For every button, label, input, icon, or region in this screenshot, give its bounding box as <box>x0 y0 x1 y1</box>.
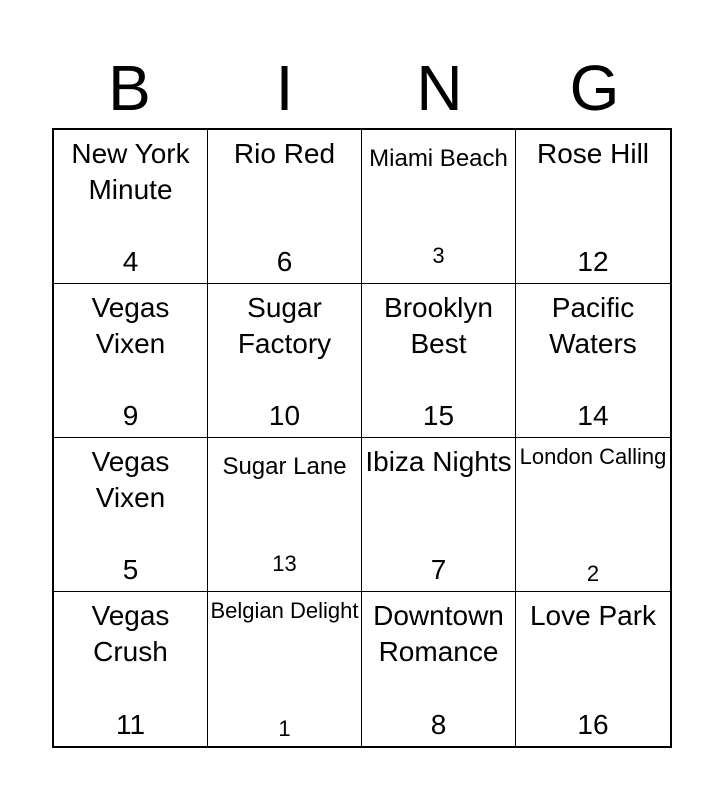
bingo-cell[interactable] <box>54 130 208 284</box>
cell-number: 10 <box>268 400 301 431</box>
cell-number: 14 <box>577 400 609 431</box>
cell-name: Pacific Waters <box>549 292 637 359</box>
cell-number: 4 <box>122 246 139 277</box>
cell-name: Brooklyn Best <box>384 292 493 359</box>
cell-name: Vegas Vixen <box>91 292 170 359</box>
bingo-cell[interactable] <box>516 438 670 592</box>
cell-name: London Calling <box>519 444 667 469</box>
cell-name: Love Park <box>529 600 657 631</box>
bingo-cell[interactable] <box>208 592 362 746</box>
bingo-cell[interactable] <box>362 284 516 438</box>
cell-number: 12 <box>577 246 609 277</box>
cell-name: Miami Beach <box>369 145 508 172</box>
bingo-cell[interactable] <box>54 592 208 746</box>
cell-name: Rose Hill <box>536 138 650 169</box>
cell-number: 2 <box>586 561 600 586</box>
cell-name: Ibiza Nights <box>365 446 512 477</box>
cell-number: 6 <box>276 246 293 277</box>
cell-number: 13 <box>272 551 297 576</box>
header-letter-g: G <box>569 52 620 124</box>
cell-number: 15 <box>422 400 455 431</box>
cell-number: 3 <box>432 243 445 268</box>
cell-number: 1 <box>278 716 291 741</box>
header-letter-n: N <box>416 52 463 124</box>
header-letter-i: I <box>275 52 294 124</box>
cell-number: 11 <box>115 709 146 740</box>
cell-name: Vegas Crush <box>91 600 170 667</box>
cell-number: 5 <box>122 554 139 585</box>
bingo-cell[interactable] <box>362 130 516 284</box>
bingo-cell[interactable] <box>362 438 516 592</box>
bingo-cell[interactable] <box>516 130 670 284</box>
cell-name: New York Minute <box>71 138 190 205</box>
bingo-cell[interactable] <box>54 438 208 592</box>
bingo-header <box>52 52 672 124</box>
cell-number: 7 <box>430 554 447 585</box>
header-letter-b: B <box>108 52 151 124</box>
bingo-cell[interactable] <box>362 592 516 746</box>
bingo-cell[interactable] <box>516 592 670 746</box>
bingo-cell[interactable] <box>516 284 670 438</box>
bingo-grid <box>52 128 672 748</box>
cell-name: Sugar Factory <box>237 292 332 359</box>
cell-name: Rio Red <box>233 138 336 169</box>
cell-name: Belgian Delight <box>210 598 359 623</box>
cell-number: 16 <box>577 709 609 740</box>
cell-number: 9 <box>122 400 139 431</box>
bingo-cell[interactable] <box>208 438 362 592</box>
cell-name: Downtown Romance <box>373 600 504 667</box>
cell-number: 8 <box>430 709 447 740</box>
cell-name: Sugar Lane <box>222 453 347 480</box>
cell-name: Vegas Vixen <box>91 446 170 513</box>
bingo-cell[interactable] <box>208 130 362 284</box>
bingo-cell[interactable] <box>54 284 208 438</box>
bingo-cell[interactable] <box>208 284 362 438</box>
